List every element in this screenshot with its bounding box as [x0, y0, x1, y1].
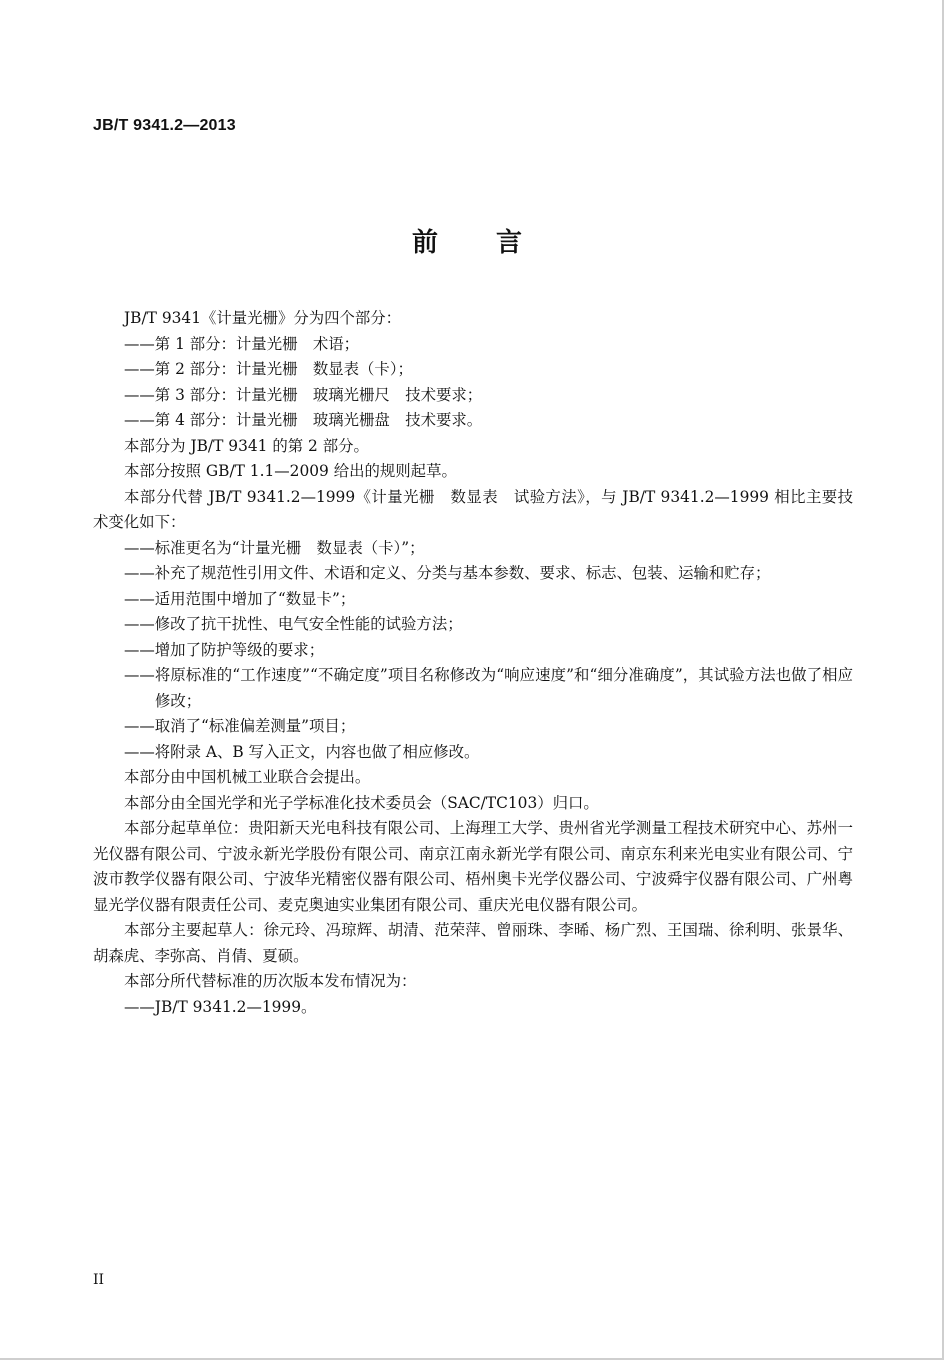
part-item: ——第 3 部分：计量光栅 玻璃光栅尺 技术要求；	[124, 385, 483, 404]
is-part-paragraph: 本部分为 JB/T 9341 的第 2 部分。	[124, 436, 369, 455]
history-item: ——JB/T 9341.2—1999。	[124, 997, 317, 1016]
proposed-by-paragraph: 本部分由中国机械工业联合会提出。	[124, 768, 371, 786]
history-intro-paragraph: 本部分所代替标准的历次版本发布情况为：	[124, 972, 417, 990]
change-item: ——适用范围中增加了“数显卡”；	[124, 589, 356, 608]
page-number: II	[93, 1272, 105, 1288]
change-item: ——将附录 A、B 写入正文，内容也做了相应修改。	[124, 742, 480, 761]
change-item: ——取消了“标准偏差测量”项目；	[124, 717, 356, 735]
standard-code: JB/T 9341.2—2013	[93, 117, 236, 134]
change-item: ——修改了抗干扰性、电气安全性能的试验方法；	[124, 615, 463, 633]
drafting-units-paragraph: 本部分起草单位：贵阳新天光电科技有限公司、上海理工大学、贵州省光学测量工程技术研究中心、苏州一光仪器有限公司、宁波永新光学股份有限公司、南京江南永新光学有限公司、南京东利来光电实业有限公司、宁波市教学仪器有限公司、宁波华光精密仪器有限公司、梧州奥卡光学仪器公司、宁波舜宇仪器有限公司、广州粤显光学仪器有限责任公司、麦克奥迪实业集团有限公司、重庆光电仪器有限公司。	[93, 819, 853, 914]
drafters-paragraph: 本部分主要起草人：徐元玲、冯琼辉、胡清、范荣萍、曾丽珠、李晞、杨广烈、王国瑞、徐利明、张景华、胡森虎、李弥高、肖倩、夏硕。	[93, 921, 853, 965]
change-item: ——标准更名为“计量光栅 数显表（卡）”；	[124, 538, 425, 557]
part-item: ——第 4 部分：计量光栅 玻璃光栅盘 技术要求。	[124, 411, 483, 429]
replaces-paragraph: 本部分代替 JB/T 9341.2—1999《计量光栅 数显表 试验方法》，与 JB/T 9341.2—1999 相比主要技术变化如下：	[93, 487, 853, 531]
managed-by-paragraph: 本部分由全国光学和光子学标准化技术委员会（SAC/TC103）归口。	[124, 793, 599, 812]
preface-body	[93, 306, 853, 1020]
change-item: ——补充了规范性引用文件、术语和定义、分类与基本参数、要求、标志、包装、运输和贮存；	[124, 564, 771, 582]
change-item: ——增加了防护等级的要求；	[124, 640, 325, 659]
intro-paragraph: JB/T 9341《计量光栅》分为四个部分：	[124, 309, 402, 327]
change-item: ——将原标准的“工作速度”“不确定度”项目名称修改为“响应速度”和“细分准确度”，其试验方法也做了相应修改；	[124, 666, 853, 710]
page-title: 前言	[411, 228, 580, 258]
part-item: ——第 1 部分：计量光栅 术语；	[124, 334, 360, 353]
drafting-rule-paragraph: 本部分按照 GB/T 1.1—2009 给出的规则起草。	[124, 462, 457, 480]
part-item: ——第 2 部分：计量光栅 数显表（卡）；	[124, 360, 413, 378]
